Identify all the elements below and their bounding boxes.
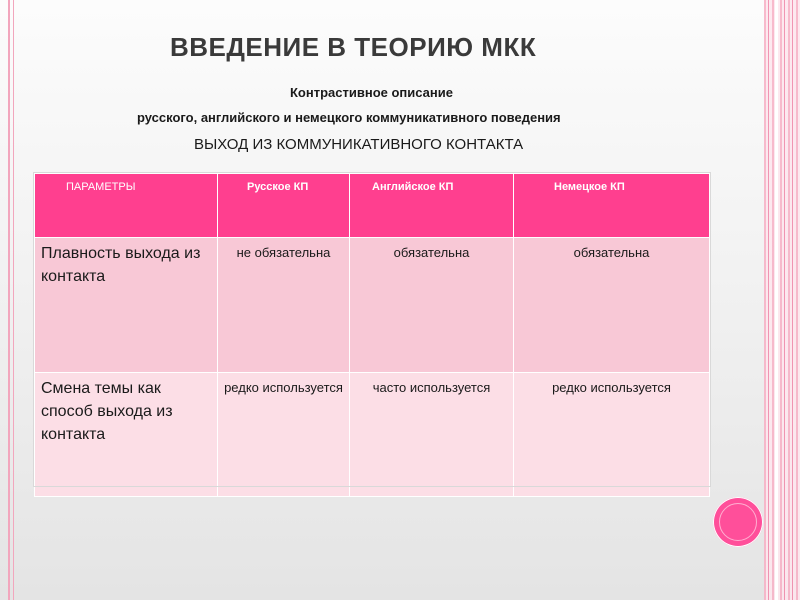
row-parameter: Плавность выхода из контакта: [35, 238, 218, 373]
slide-title: ВВЕДЕНИЕ В ТЕОРИЮ МКК: [170, 32, 537, 62]
right-decorative-stripe: [764, 0, 800, 600]
cell-russian: не обязательна: [218, 238, 350, 373]
header-english: Английское КП: [350, 174, 514, 238]
decorative-circle-icon: [713, 497, 763, 547]
section-heading: ВЫХОД ИЗ КОММУНИКАТИВНОГО КОНТАКТА: [194, 136, 524, 153]
header-russian: Русское КП: [218, 174, 350, 238]
left-decorative-rule: [8, 0, 10, 600]
cell-russian: редко используется: [218, 373, 350, 497]
cell-english: часто используется: [350, 373, 514, 497]
header-parameters: ПАРАМЕТРЫ: [35, 174, 218, 238]
right-decorative-stripe-gap: [775, 0, 778, 600]
slide-subtitle-line1: Контрастивное описание: [290, 85, 453, 100]
cell-english: обязательна: [350, 238, 514, 373]
slide-subtitle-line2: русского, английского и немецкого коммуникативного поведения: [137, 110, 561, 125]
table-row: [35, 373, 710, 497]
table-row: [35, 238, 710, 373]
row-parameter: Смена темы как способ выхода из контакта: [35, 373, 218, 497]
cell-german: обязательна: [514, 238, 710, 373]
header-german: Немецкое КП: [514, 174, 710, 238]
comparison-table: [34, 173, 710, 497]
table-header-row: [35, 174, 710, 238]
left-decorative-rule-thin: [13, 0, 14, 600]
cell-german: редко используется: [514, 373, 710, 497]
